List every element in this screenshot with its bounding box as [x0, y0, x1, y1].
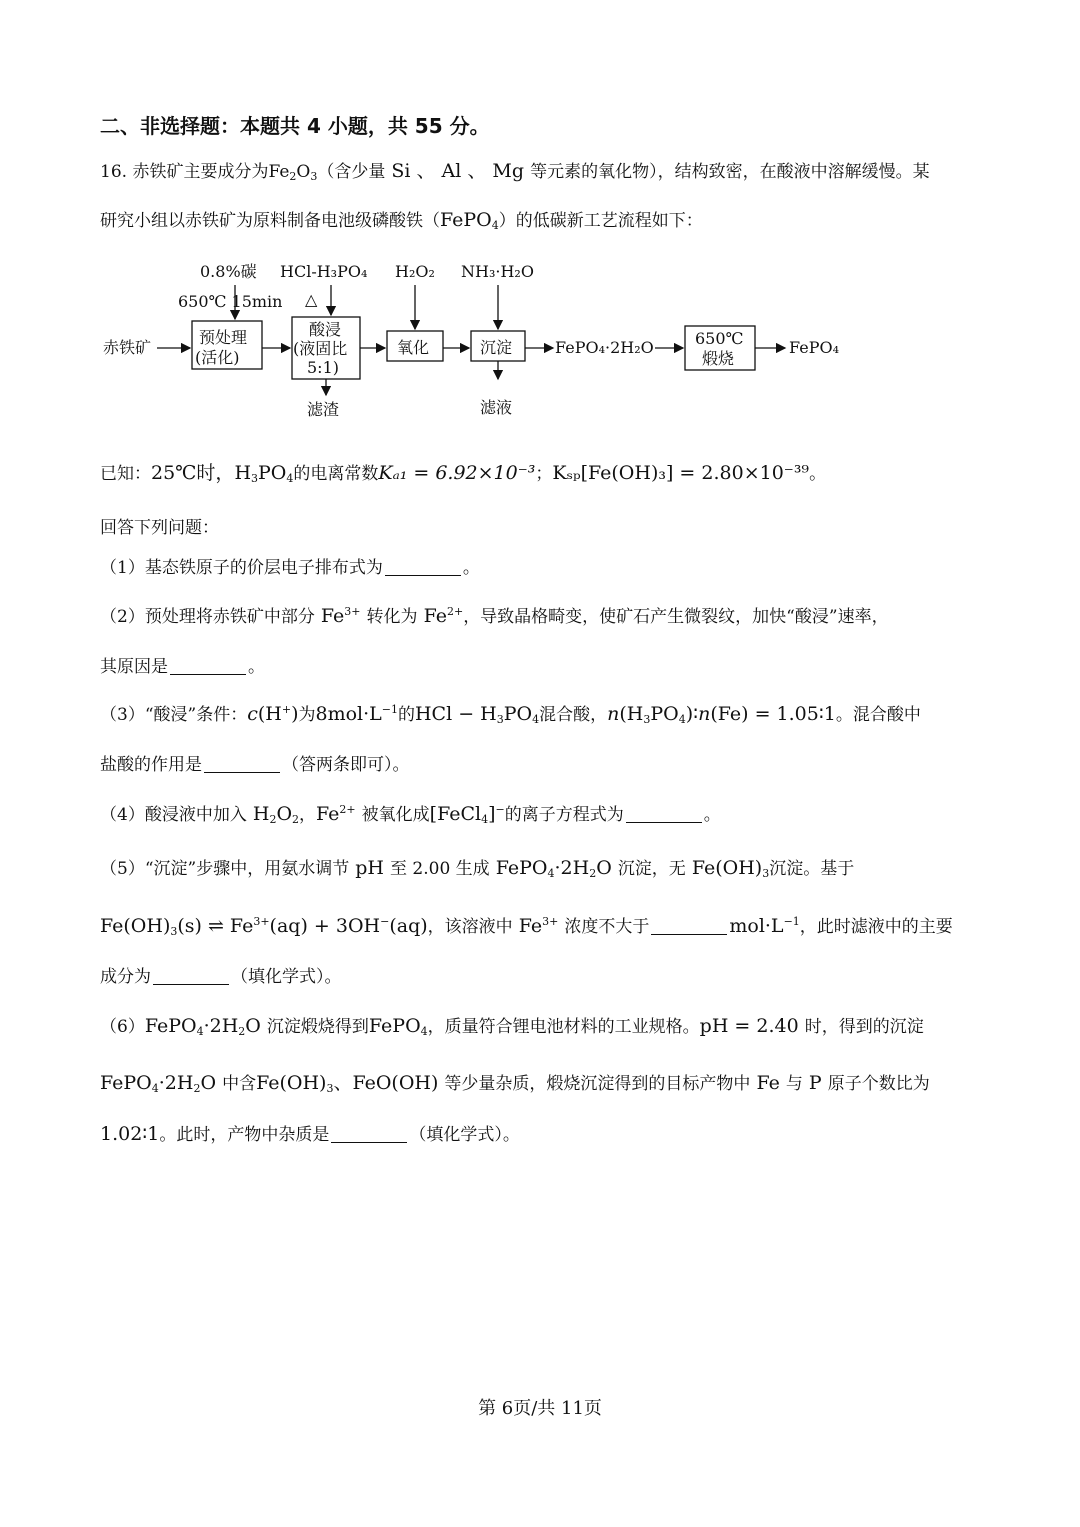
flow-step2-box-l1: 酸浸 — [309, 320, 342, 339]
intro-text: （含少量 — [317, 162, 386, 182]
formula-ch: c(H+) — [247, 703, 299, 725]
flow-step1-box-l2: (活化) — [195, 348, 240, 367]
ion-fe3: $Fe^{3+}$ — [314, 605, 361, 627]
flow-step2-box-l3: 5:1) — [307, 358, 339, 377]
ph-label: pH — [349, 857, 391, 879]
intro-text: ）的低碳新工艺流程如下： — [498, 211, 703, 231]
q6-ratio: 1.02∶1 — [100, 1123, 160, 1145]
q5-text: 浓度不大于 — [564, 917, 650, 937]
unit: $mol\cdot L^{-1}$ — [729, 915, 800, 937]
answer-blank[interactable] — [153, 970, 229, 985]
known-temp: 25℃时， — [151, 462, 235, 484]
q3-text: 为 — [298, 705, 316, 725]
q6-text: ，质量符合锂电池材料的工业规格。 — [427, 1017, 700, 1037]
question-6-line-1 — [100, 1012, 924, 1038]
ion-fe2: $Fe^{2+}$ — [316, 803, 356, 825]
flow-step4-out: 滤液 — [480, 398, 513, 417]
q6-text: 与 — [785, 1074, 803, 1094]
flow-input: 赤铁矿 — [103, 338, 152, 357]
element-list: Si 、 Al 、 Mg — [385, 160, 531, 182]
intro-text: 研究小组以赤铁矿为原料制备电池级磷酸铁（ — [100, 211, 440, 231]
question-6-line-3 — [100, 1120, 520, 1145]
flow-step4-reagent: NH₃·H₂O — [461, 262, 534, 281]
known-sep: ； — [535, 464, 553, 484]
page-footer: 第 6页/共 11页 — [478, 1398, 602, 1419]
flow-step5-box-l1: 650℃ — [695, 329, 744, 348]
known-text: 的电离常数 — [293, 464, 379, 484]
ratio-n: $n(H_3PO_4)∶n(Fe)$ = 1.05∶1 — [607, 703, 836, 726]
q3-text: 盐酸的作用是 — [100, 755, 202, 775]
q5-text: （5）“沉淀”步骤中，用氨水调节 — [100, 859, 350, 879]
answer-blank[interactable] — [626, 808, 702, 823]
answer-blank[interactable] — [651, 920, 727, 935]
known-ksp: Kₛₚ[Fe(OH)₃] = 2.80×10⁻³⁹ — [552, 462, 810, 484]
intro-line-1 — [100, 156, 930, 183]
element-p: P — [802, 1072, 828, 1094]
flow-step5-box-l2: 煅烧 — [702, 349, 735, 368]
q6-text: 原子个数比为 — [827, 1074, 930, 1094]
answer-blank[interactable] — [170, 660, 246, 675]
q3-text: （3）“酸浸”条件： — [100, 705, 248, 725]
question-2-line-2: 其原因是 。 — [100, 657, 265, 677]
section-title: 二、非选择题：本题共 4 小题，共 55 分。 — [100, 114, 490, 138]
flow-step2-heat: △ — [305, 290, 318, 309]
intro-line-2 — [100, 206, 703, 232]
q5-text: ，此时滤液中的主要 — [799, 917, 953, 937]
flow-step3-box: 氧化 — [397, 338, 430, 357]
q6-text: 。此时，产物中杂质是 — [159, 1125, 330, 1145]
flow-step1-reagent1: 0.8%碳 — [200, 262, 257, 281]
q3-text: 混合酸， — [539, 705, 608, 725]
equilibrium-equation: $Fe(OH)_3(s)$ ⇌ $Fe^{3+}(aq) + 3OH^-(aq)$ — [100, 915, 428, 938]
question-6-line-2 — [100, 1068, 930, 1095]
answer-blank[interactable] — [385, 561, 461, 576]
q4-text: 被氧化成 — [361, 805, 430, 825]
formula-h3po4: $H_3PO_4$ — [234, 462, 294, 485]
intro-text: 16. 赤铁矿主要成分为 — [100, 162, 269, 182]
formula-feoh3: $Fe(OH)_3$ — [685, 857, 770, 880]
ph-value: pH = 2.40 — [699, 1015, 805, 1037]
flow-intermediate: FePO₄·2H₂O — [555, 338, 654, 357]
q3-text: 。混合酸中 — [835, 705, 921, 725]
complex-fecl4: [FeCl$_4$]− — [429, 803, 505, 826]
q3-text: （答两条即可）。 — [282, 755, 410, 775]
flow-step2-out: 滤渣 — [307, 400, 340, 419]
ion-fe3: $Fe^{3+}$ — [512, 915, 559, 937]
q6-text: 时，得到的沉淀 — [804, 1017, 924, 1037]
q3-text: 的 — [397, 705, 415, 725]
flow-step2-reagent: HCl-H₃PO₄ — [280, 262, 368, 281]
flow-step4-box: 沉淀 — [480, 338, 513, 357]
q2-text: ，导致晶格畸变，使矿石产生微裂纹，加快“酸浸”速率， — [463, 607, 889, 627]
formula-mix-acid: HCl − $H_3PO_4$ — [414, 703, 540, 726]
q6-text: 等少量杂质，煅烧沉淀得到的目标产物中 — [444, 1074, 751, 1094]
answer-blank[interactable] — [204, 758, 280, 773]
question-5-line-2 — [100, 912, 953, 938]
q4-text: （4）酸浸液中加入 — [100, 805, 247, 825]
q6-text: 中含 — [222, 1074, 257, 1094]
formula-impurities: $Fe(OH)_3$、FeO(OH) — [256, 1072, 445, 1095]
element-fe: Fe — [750, 1072, 786, 1094]
q6-text: （填化学式）。 — [409, 1125, 520, 1145]
flow-step1-reagent2: 650℃ 15min — [178, 292, 283, 311]
q2-text: 其原因是 — [100, 657, 168, 677]
question-4: （4）酸浸液中加入 $H_2O_2$，$Fe^{2+}$ 被氧化成[FeCl$_4$]−的离子方程式为 。 — [100, 803, 721, 826]
q4-text: 的离子方程式为 — [504, 805, 624, 825]
question-1: （1）基态铁原子的价层电子排布式为 。 — [100, 558, 480, 578]
known-constants — [100, 458, 826, 485]
answer-prompt: 回答下列问题： — [100, 518, 219, 538]
question-3-line-2 — [100, 750, 410, 775]
formula-fepo4-2h2o: $FePO_4\cdot 2H_2O$ — [489, 857, 618, 880]
flow-product: FePO₄ — [789, 338, 839, 357]
q6-text: （6） — [100, 1017, 145, 1037]
q5-text: 至 2.00 生成 — [390, 859, 490, 879]
q1-text: （1）基态铁原子的价层电子排布式为 — [100, 558, 383, 578]
flow-step3-reagent: H₂O₂ — [395, 262, 435, 281]
intro-text: 等元素的氧化物），结构致密，在酸液中溶解缓慢。某 — [530, 162, 930, 182]
q5-text: 成分为 — [100, 967, 151, 987]
flow-step1-box-l1: 预处理 — [199, 328, 248, 347]
q5-text: 沉淀，无 — [617, 859, 686, 879]
question-5-line-3 — [100, 962, 342, 987]
q5-text: 沉淀。基于 — [769, 859, 855, 879]
known-label: 已知： — [100, 464, 151, 484]
formula-h2o2: $H_2O_2$ — [246, 803, 300, 826]
q2-text: （2）预处理将赤铁矿中部分 — [100, 607, 315, 627]
process-flow-diagram — [95, 255, 855, 425]
formula-fepo4: FePO$_4$ — [440, 209, 499, 232]
answer-blank[interactable] — [331, 1128, 407, 1143]
question-5-line-1 — [100, 854, 854, 880]
flow-step2-box-l2: (液固比 — [293, 339, 348, 358]
q2-text: 转化为 — [366, 607, 418, 627]
formula-fe2o3: $Fe_2O_3$ — [268, 162, 318, 183]
ion-fe2: $Fe^{2+}$ — [417, 605, 464, 627]
q5-text: （填化学式）。 — [231, 967, 342, 987]
q5-text: ，该溶液中 — [427, 917, 513, 937]
concentration: $8mol\cdot L^{-1}$ — [315, 703, 398, 725]
formula-fepo4: FePO$_4$ — [368, 1015, 428, 1038]
question-2-line-1 — [100, 602, 889, 627]
question-3-line-1 — [100, 700, 921, 726]
formula-fepo4-2h2o: $FePO_4\cdot 2H_2O$ — [100, 1072, 223, 1095]
q6-text: 沉淀煅烧得到 — [266, 1017, 369, 1037]
known-end: 。 — [809, 464, 827, 484]
formula-fepo4-2h2o: $FePO_4\cdot 2H_2O$ — [144, 1015, 267, 1038]
known-ka1: Kₐ₁ = 6.92×10⁻³ — [378, 462, 536, 484]
